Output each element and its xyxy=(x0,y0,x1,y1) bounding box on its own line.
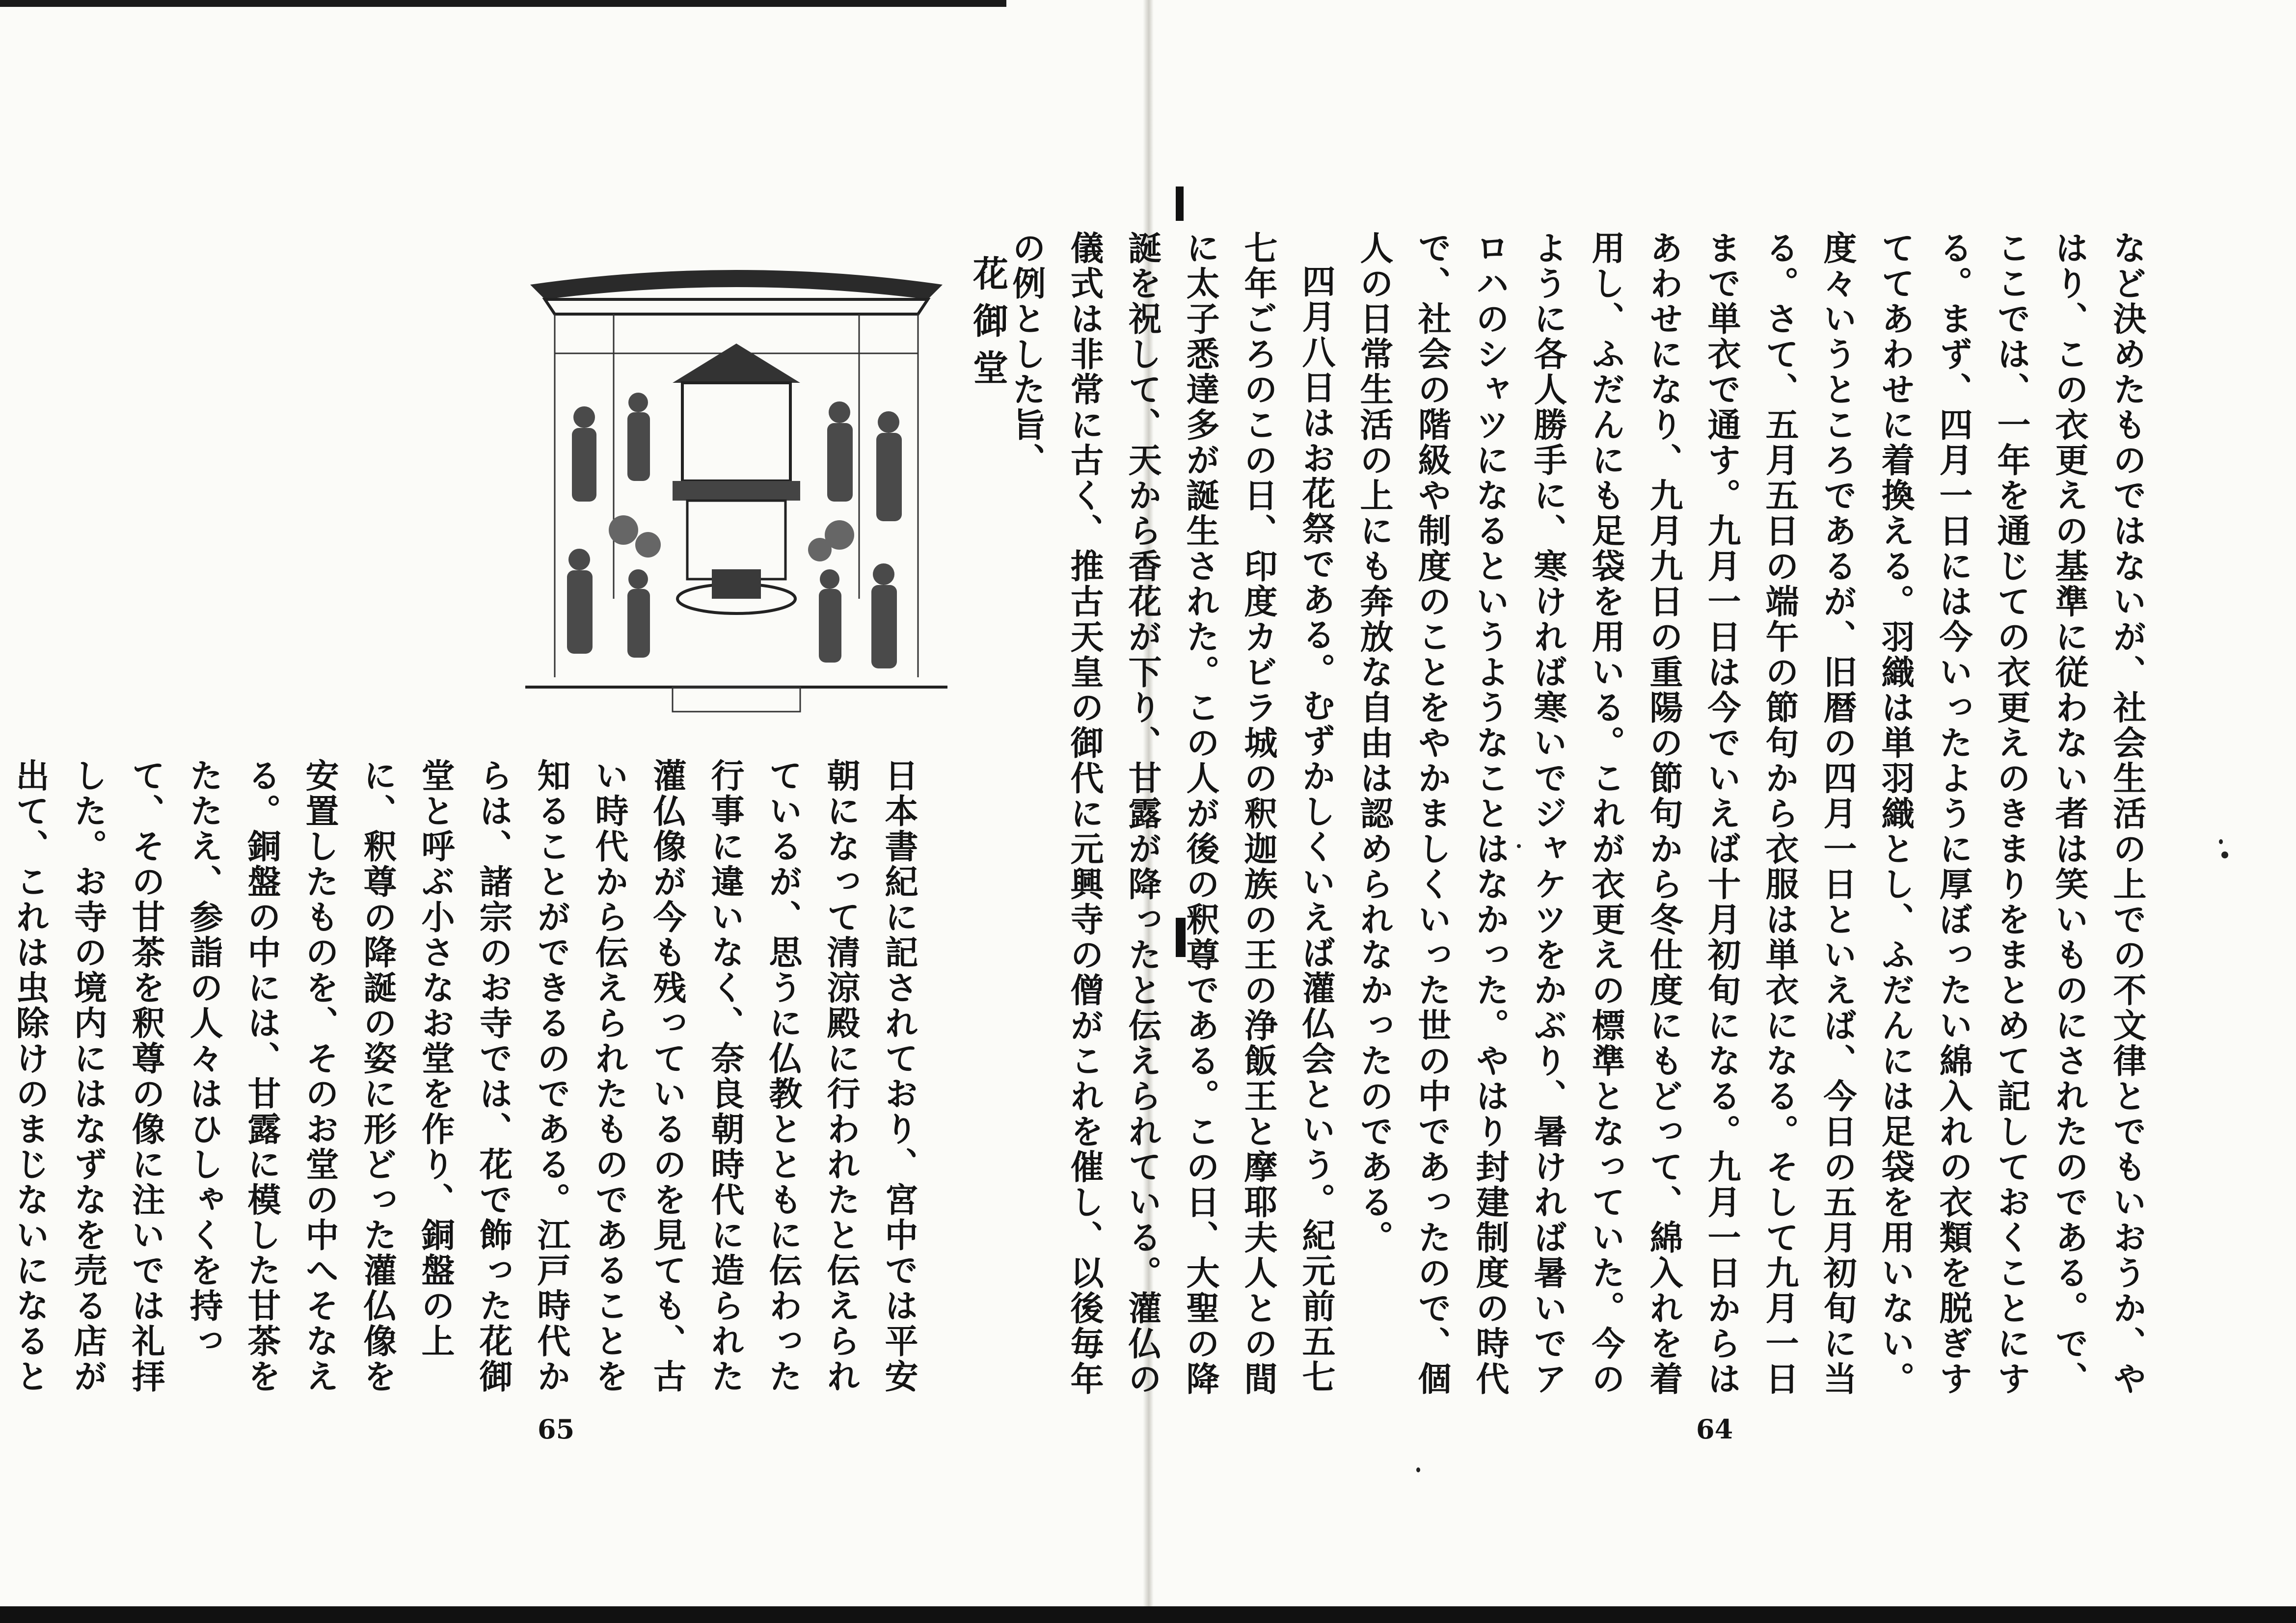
paragraph: など決めたものではないが、社会生活の上での不文律とでもいおうか、やはり、この衣更えの基準に従わない者は笑いものにされたのである。で、ここでは、一年を通じての衣更えのきまりをまとめて記しておくことにする。まず、四月一日には今いったように厚ぼったい綿入れの衣類を脱ぎすててあわせに着換える。羽織は単羽織とし、ふだんには足袋を用いない。度々いうところであるが、旧暦の四月一日といえば、今日の五月初旬に当る。さて、五月五日の端午の節句から衣服は単衣になる。そして九月一日まで単衣で通す。九月一日は今でいえば十月初旬になる。九月一日からはあわせになり、九月九日の重陽の節句から冬仕度にもどって、綿入れを着用し、ふだんにも足袋を用いる。これが衣更えの標準となっていた。今のように各人勝手に、寒ければ寒いでジャケツをかぶり、暑ければ暑いでアロハのシャツになるというようなことはなかった。やはり封建制度の時代で、社会の階級や制度のことをやかましくいった世の中であったので、個人の日常生活の上にも奔放な自由は認められなかったのである。 xyxy=(1354,231,2147,1397)
paragraph: 日本書紀に記されており、宮中では平安朝になって清涼殿に行われたと伝えられているが、思うに仏教とともに伝わった行事に違いなく、奈良朝時代に造られた灌仏像が今も残っているのを見ても、古い時代から伝えられたものであることを知ることができるのである。江戸時代からは、諸宗のお寺では、花で飾った花御堂と呼ぶ小さなお堂を作り、銅盤の上に、釈尊の降誕の姿に形どった灌仏像を安置したものを、そのお堂の中へそなえる。銅盤の中には、甘露に模した甘茶をたたえ、参詣の人々はひしゃくを持って、その甘茶を釈尊の像に注いでは礼拝した。お寺の境内にはなずなを売る店が出て、これは虫除けのまじないになると xyxy=(10,758,918,1394)
illustration-hanamido xyxy=(525,255,947,721)
right-page-body xyxy=(1007,231,2156,1413)
page-number: 65 xyxy=(538,1413,575,1445)
scan-speck xyxy=(2219,839,2223,844)
scan-speck xyxy=(1416,1467,1420,1472)
left-page-body xyxy=(10,758,928,1416)
paragraph: 四月八日はお花祭である。むずかしくいえば灌仏会という。紀元前五七七年ごろのこの日、印度カビラ城の釈迦族の王の浄飯王と摩耶夫人との間に太子悉達多が誕生された。この人が後の釈尊である。この日、大聖の降誕を祝して、天から香花が下り、甘露が降ったと伝えられている。灌仏の儀式は非常に古く、推古天皇の御代に元興寺の僧がこれを催し、以後毎年の例とした旨、 xyxy=(1007,231,1336,1397)
scan-speck xyxy=(2221,851,2228,858)
page-number: 64 xyxy=(1696,1413,1733,1445)
scan-bottom-edge xyxy=(0,1606,2296,1623)
scan-mark xyxy=(1176,186,1184,221)
scan-top-edge xyxy=(0,0,1006,7)
illustration-caption: 花御堂 xyxy=(967,255,1009,397)
